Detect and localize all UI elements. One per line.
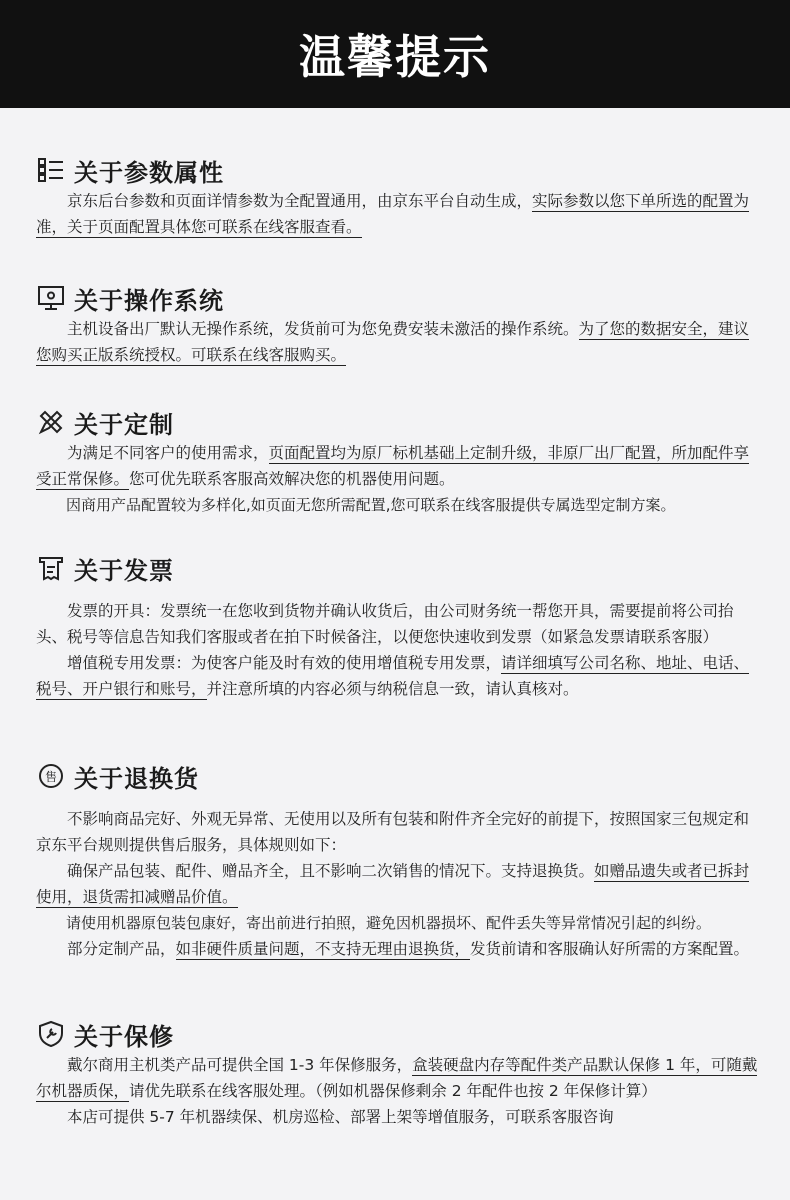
paragraph: 请使用机器原包装包康好，寄出前进行拍照，避免因机器损坏、配件丢失等异常情况引起的纠纷。	[66, 914, 712, 932]
section-return	[36, 758, 764, 962]
monitor-gear-icon	[36, 283, 66, 313]
section-header	[36, 280, 764, 316]
section-invoice	[36, 550, 764, 702]
paragraph: 确保产品包装、配件、赠品齐全，且不影响二次销售的情况下。支持退换货。如赠品遗失或者已拆封使用，退货需扣减赠品价值。	[36, 862, 750, 906]
svg-text:售: 售	[44, 770, 58, 784]
section-parameters	[36, 152, 764, 240]
page-title: 温馨提示	[299, 30, 491, 84]
pencil-ruler-icon	[36, 407, 66, 437]
paragraph: 不影响商品完好、外观无异常、无使用以及所有包装和附件齐全完好的前提下，按照国家三包规定和京东平台规则提供售后服务，具体规则如下：	[36, 810, 750, 854]
section-warranty	[36, 1016, 764, 1130]
section-header	[36, 1016, 764, 1052]
section-custom	[36, 404, 764, 518]
section-title: 关于参数属性	[74, 158, 224, 187]
section-title: 关于操作系统	[74, 286, 224, 315]
paragraph: 因商用产品配置较为多样化,如页面无您所需配置,您可联系在线客服提供专属选型定制方案。	[66, 496, 676, 514]
paragraph: 京东后台参数和页面详情参数为全配置通用，由京东平台自动生成，实际参数以您下单所选的配置为准，关于页面配置具体您可联系在线客服查看。	[36, 192, 750, 236]
paragraph: 主机设备出厂默认无操作系统，发货前可为您免费安装未激活的操作系统。为了您的数据安全，建议您购买正版系统授权。可联系在线客服购买。	[36, 320, 750, 364]
section-header	[36, 550, 764, 586]
section-title: 关于发票	[74, 556, 174, 585]
section-os	[36, 280, 764, 368]
section-header	[36, 404, 764, 440]
checklist-icon	[36, 155, 66, 185]
section-header	[36, 758, 764, 794]
section-title: 关于定制	[74, 410, 174, 439]
notice-content	[0, 108, 790, 1200]
section-title: 关于保修	[74, 1022, 174, 1051]
paragraph: 增值税专用发票：为使客户能及时有效的使用增值税专用发票，请详细填写公司名称、地址、电话、税号、开户银行和账号，并注意所填的内容必须与纳税信息一致，请认真核对。	[36, 654, 750, 698]
paragraph: 部分定制产品，如非硬件质量问题，不支持无理由退换货，发货前请和客服确认好所需的方案配置。	[67, 940, 750, 958]
page-header	[0, 0, 790, 108]
paragraph: 本店可提供 5-7 年机器续保、机房巡检、部署上架等增值服务，可联系客服咨询	[67, 1108, 614, 1126]
paragraph: 戴尔商用主机类产品可提供全国 1-3 年保修服务，盒装硬盘内存等配件类产品默认保修 1 年，可随戴尔机器质保，请优先联系在线客服处理。（例如机器保修剩余 2 年配件也按 2 年保修计算）	[36, 1056, 758, 1100]
section-header	[36, 152, 764, 188]
paragraph: 发票的开具：发票统一在您收到货物并确认收货后，由公司财务统一帮您开具，需要提前将公司抬头、税号等信息告知我们客服或者在拍下时候备注，以便您快速收到发票（如紧急发票请联系客服）	[36, 602, 734, 646]
paragraph: 为满足不同客户的使用需求，页面配置均为原厂标机基础上定制升级，非原厂出厂配置，所加配件享受正常保修。您可优先联系客服高效解决您的机器使用问题。	[36, 444, 750, 488]
section-title: 关于退换货	[74, 764, 199, 793]
shield-wrench-icon	[36, 1019, 66, 1049]
invoice-icon	[36, 553, 66, 583]
sale-tag-icon	[36, 761, 66, 791]
